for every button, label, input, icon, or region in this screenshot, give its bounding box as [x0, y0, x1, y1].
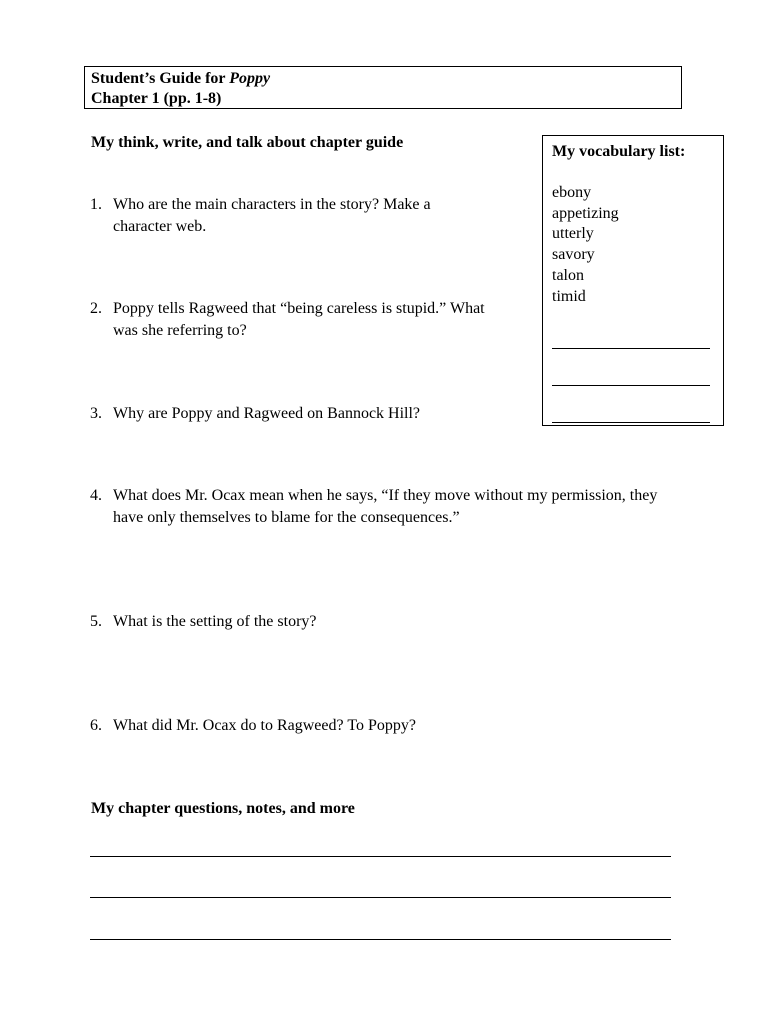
chapter-line: Chapter 1 (pp. 1-8): [91, 90, 222, 107]
question-3: [90, 403, 513, 425]
title-box: [84, 66, 682, 109]
vocabulary-blank-line[interactable]: [552, 349, 710, 386]
chapter-guide-heading: My think, write, and talk about chapter guide: [91, 134, 404, 151]
notes-heading: My chapter questions, notes, and more: [91, 800, 355, 817]
question-5: [90, 611, 513, 633]
title-prefix: Student’s Guide for: [91, 70, 230, 87]
question-6: [90, 715, 513, 737]
vocabulary-word: ebony: [552, 183, 592, 201]
question-number: 2.: [90, 300, 102, 317]
notes-answer-line[interactable]: [90, 897, 671, 898]
vocabulary-word: appetizing: [552, 204, 619, 222]
question-text: What did Mr. Ocax do to Ragweed? To Poppy?: [113, 717, 416, 734]
vocabulary-word: utterly: [552, 225, 594, 243]
vocabulary-blank-line[interactable]: [552, 308, 710, 349]
question-text: Poppy tells Ragweed that “being careless is stupid.” What was she referring to?: [113, 300, 485, 339]
vocabulary-word: talon: [552, 266, 584, 284]
vocabulary-word: savory: [552, 246, 595, 264]
question-1: [90, 194, 473, 238]
question-2: [90, 298, 493, 342]
vocabulary-words: [552, 183, 714, 308]
book-title: Poppy: [229, 70, 271, 87]
vocabulary-title: My vocabulary list:: [552, 143, 686, 160]
question-number: 4.: [90, 487, 102, 504]
question-4: [90, 485, 683, 529]
question-text: Why are Poppy and Ragweed on Bannock Hill?: [113, 405, 421, 422]
notes-answer-line[interactable]: [90, 856, 671, 857]
question-number: 6.: [90, 717, 102, 734]
question-number: 5.: [90, 613, 102, 630]
vocabulary-box: [542, 135, 724, 426]
question-text: What is the setting of the story?: [113, 613, 317, 630]
notes-answer-line[interactable]: [90, 939, 671, 940]
question-number: 1.: [90, 196, 102, 213]
question-number: 3.: [90, 405, 102, 422]
question-text: What does Mr. Ocax mean when he says, “If they move without my permission, they have only themselves to blame for the consequences.”: [113, 487, 658, 526]
title-line-1: [91, 69, 675, 89]
vocabulary-word: timid: [552, 287, 586, 305]
vocabulary-blank-line[interactable]: [552, 386, 710, 423]
question-text: Who are the main characters in the story? Make a character web.: [113, 196, 431, 235]
